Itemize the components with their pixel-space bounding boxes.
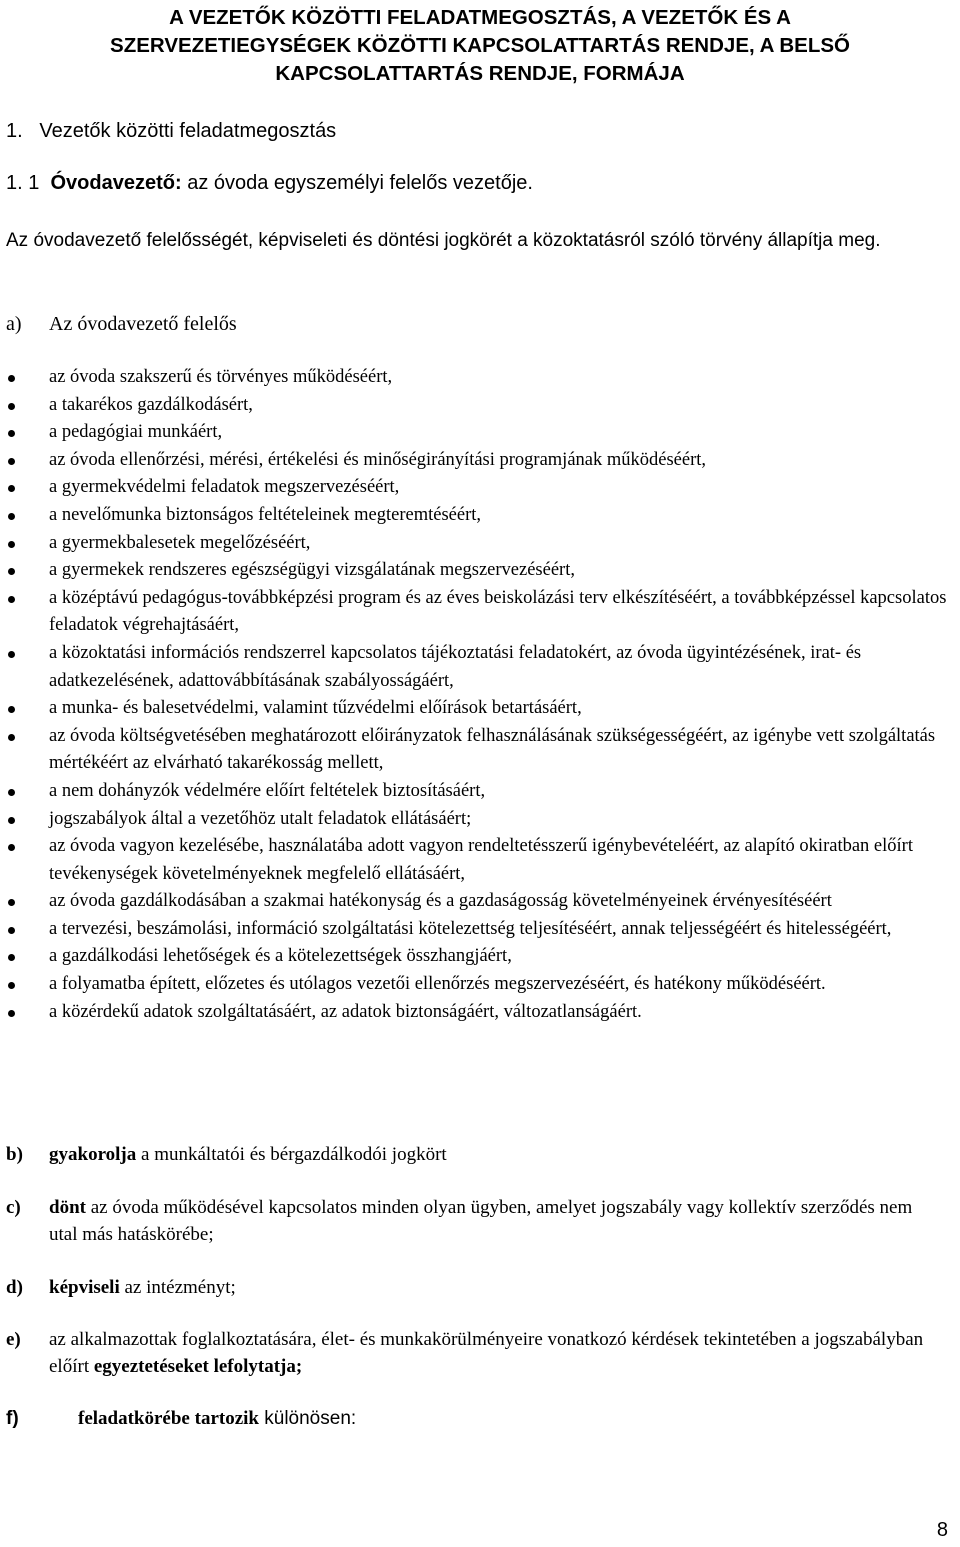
responsibility-item — [0, 778, 960, 806]
bullet-icon — [8, 485, 15, 492]
responsibility-item — [0, 364, 960, 392]
item-a-text: Az óvodavezető felelős — [49, 313, 237, 335]
item-c-bold: dönt — [49, 1197, 86, 1218]
bullet-icon — [8, 513, 15, 520]
responsibility-text: a nem dohányzók védelmére előírt feltételek biztosításáért, — [49, 780, 486, 801]
bullet-icon — [8, 706, 15, 713]
item-e-text: az alkalmazottak foglalkoztatására, élet- és munkakörülményeire vonatkozó kérdések tekintetében a jogszabályban előírt — [49, 1329, 924, 1377]
bullet-icon — [8, 899, 15, 906]
section-heading: 1. Vezetők közötti feladatmegosztás — [6, 120, 337, 142]
responsibility-item — [0, 502, 960, 530]
responsibility-text: az óvoda ellenőrzési, mérési, értékelési és minőségirányítási programjának működéséért, — [49, 449, 707, 470]
responsibility-item — [0, 530, 960, 558]
responsibility-item — [0, 585, 960, 640]
responsibility-text: a gyermekvédelmi feladatok megszervezéséért, — [49, 477, 400, 498]
responsibility-item — [0, 999, 960, 1027]
responsibility-text: a folyamatba épített, előzetes és utólagos vezetői ellenőrzés megszervezéséért, és hatékony működéséért. — [49, 974, 826, 995]
responsibility-item — [0, 695, 960, 723]
responsibility-item — [0, 723, 960, 778]
bullet-icon — [8, 982, 15, 989]
responsibility-text: a gazdálkodási lehetőségek és a kötelezettségek összhangjáért, — [49, 946, 512, 967]
responsibility-item — [0, 888, 960, 916]
item-f — [6, 1405, 941, 1432]
bullet-icon — [8, 817, 15, 824]
bullet-icon — [8, 568, 15, 575]
item-d — [6, 1274, 941, 1301]
responsibility-text: a gyermekbalesetek megelőzéséért, — [49, 532, 311, 553]
item-f-bold: feladatkörébe tartozik — [78, 1408, 259, 1429]
page-number: 8 — [936, 1519, 948, 1541]
bullet-icon — [8, 844, 15, 851]
responsibility-text: a nevelőmunka biztonságos feltételeinek megteremtéséért, — [49, 504, 482, 525]
responsibility-text: a takarékos gazdálkodásért, — [49, 394, 253, 415]
responsibility-item — [0, 447, 960, 475]
responsibility-text: a tervezési, beszámolási, információ szolgáltatási kötelezettség teljesítéséért, annak teljességéért és hitelességéért, — [49, 918, 892, 939]
responsibility-text: a közoktatási információs rendszerrel kapcsolatos tájékoztatási feladatokért, az óvoda ügyintézésének, irat- és adatkezelésének, adattovábbításának szabályosságáért, — [49, 642, 862, 691]
responsibility-text: az óvoda költségvetésében meghatározott előirányzatok felhasználásának szükségességéért, az igénybe vett szolgáltatás mértékéért az elvárható takarékosság mellett, — [49, 725, 936, 774]
item-a — [6, 311, 237, 337]
title-line-2: SZERVEZETIEGYSÉGEK KÖZÖTTI KAPCSOLATTARTÁS RENDJE, A BELSŐ — [110, 34, 850, 57]
title-line-3: KAPCSOLATTARTÁS RENDJE, FORMÁJA — [275, 62, 685, 85]
bullet-icon — [8, 927, 15, 934]
bullet-icon — [8, 651, 15, 658]
responsibility-list — [0, 364, 960, 1026]
item-d-label: d) — [6, 1277, 23, 1298]
item-f-text: különösen: — [258, 1408, 357, 1429]
item-c — [6, 1194, 941, 1248]
intro-paragraph: Az óvodavezető felelősségét, képviseleti és döntési jogkörét a közoktatásról szóló törvény állapítja meg. — [6, 230, 881, 251]
subsection-heading — [6, 170, 533, 196]
item-b-bold: gyakorolja — [49, 1144, 137, 1165]
bullet-icon — [8, 458, 15, 465]
title-line-1: A VEZETŐK KÖZÖTTI FELADATMEGOSZTÁS, A VEZETŐK ÉS A — [169, 6, 791, 29]
responsibility-item — [0, 392, 960, 420]
item-e-label: e) — [6, 1329, 21, 1350]
bullet-icon — [8, 541, 15, 548]
responsibility-item — [0, 916, 960, 944]
subsection-rest: az óvoda egyszemélyi felelős vezetője. — [181, 172, 533, 194]
item-b-text: a munkáltatói és bérgazdálkodói jogkört — [136, 1144, 447, 1165]
responsibility-text: a munka- és balesetvédelmi, valamint tűzvédelmi előírások betartásáért, — [49, 698, 582, 719]
item-d-bold: képviseli — [49, 1277, 120, 1298]
responsibility-text: jogszabályok által a vezetőhöz utalt feladatok ellátásáért; — [49, 808, 472, 829]
responsibility-item — [0, 557, 960, 585]
bullet-icon — [8, 403, 15, 410]
responsibility-item — [0, 971, 960, 999]
bullet-icon — [8, 375, 15, 382]
item-b — [6, 1141, 941, 1168]
item-c-text: az óvoda működésével kapcsolatos minden olyan ügyben, amelyet jogszabály vagy kollektív szerződés nem utal más hatáskörébe; — [49, 1197, 913, 1245]
item-e-bold: egyeztetéseket lefolytatja; — [93, 1356, 303, 1377]
item-a-label: a) — [6, 313, 22, 335]
responsibility-text: az óvoda szakszerű és törvényes működéséért, — [49, 367, 393, 387]
bullet-icon — [8, 596, 15, 603]
item-e — [6, 1326, 941, 1380]
responsibility-item — [0, 943, 960, 971]
responsibility-item — [0, 833, 960, 888]
responsibility-text: a pedagógiai munkáért, — [49, 422, 223, 443]
subsection-number: 1. 1 — [6, 172, 40, 194]
responsibility-text: a közérdekű adatok szolgáltatásáért, az adatok biztonságáért, változatlanságáért. — [49, 1001, 642, 1022]
document-title — [0, 4, 960, 88]
responsibility-item — [0, 806, 960, 834]
bullet-icon — [8, 430, 15, 437]
item-f-label: f) — [6, 1408, 19, 1429]
bullet-icon — [8, 734, 15, 741]
bullet-icon — [8, 954, 15, 961]
responsibility-item — [0, 419, 960, 447]
responsibility-item — [0, 474, 960, 502]
responsibility-text: a középtávú pedagógus-továbbképzési program és az éves beiskolázási terv elkészítéséért, a továbbképzéssel kapcsolatos feladatok végrehajtásáért, — [49, 587, 947, 636]
item-d-text: az intézményt; — [119, 1277, 236, 1298]
bullet-icon — [8, 1010, 15, 1017]
responsibility-text: az óvoda vagyon kezelésébe, használatába adott vagyon rendeltetésszerű igénybevételéért, az alapító okiratban előírt tevékenységek követelményeknek megfelelő ellátásáért, — [49, 836, 913, 884]
responsibility-text: az óvoda gazdálkodásában a szakmai hatékonyság és a gazdaságosság követelményeinek érvényesítéséért — [49, 891, 832, 912]
subsection-bold: Óvodavezető: — [50, 172, 182, 194]
responsibility-text: a gyermekek rendszeres egészségügyi vizsgálatának megszervezéséért, — [49, 560, 575, 581]
item-c-label: c) — [6, 1197, 21, 1218]
item-b-label: b) — [6, 1144, 23, 1165]
responsibility-item — [0, 640, 960, 695]
bullet-icon — [8, 789, 15, 796]
